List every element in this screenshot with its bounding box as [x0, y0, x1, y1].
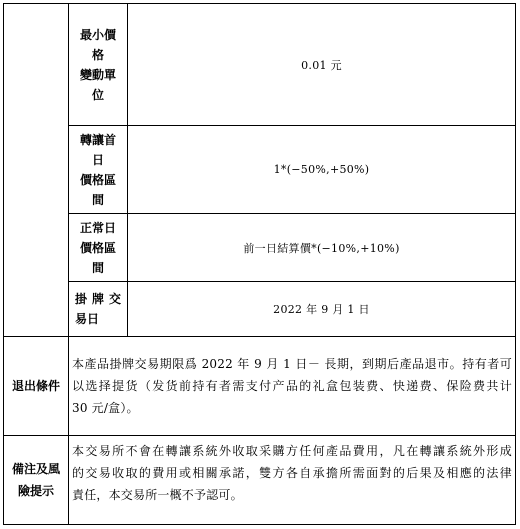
label-line: 價格區 — [79, 240, 116, 255]
label-line: 日 — [91, 152, 104, 167]
risk-warning-text — [69, 436, 515, 524]
label-line: 間 — [91, 192, 104, 207]
normal-day-range-value: 前一日結算價*(−10%,+10%) — [243, 241, 400, 255]
label-line: 價格區 — [79, 172, 116, 187]
min-tick-value: 0.01 元 — [301, 58, 342, 72]
risk-warning-label — [4, 436, 68, 524]
label-line: 備注及風 — [11, 462, 60, 476]
label-line: 格 — [91, 47, 104, 62]
text-line: 以选择提货（发货前持有者需支付产品的礼盒包装费、快递费、保险费共计 — [72, 379, 512, 393]
first-day-range-label — [69, 126, 127, 213]
text-line: 本產品掛牌交易期限爲 2022 年 9 月 1 日－ 長期，到期后產品退市。持有者可 — [72, 357, 512, 371]
label-line: 變動單 — [79, 67, 116, 82]
product-info-table — [3, 3, 516, 525]
label-line: 最小價 — [79, 27, 116, 42]
listing-date-label — [69, 282, 127, 336]
listing-date-value: 2022 年 9 月 1 日 — [273, 303, 370, 316]
exit-conditions-text — [69, 337, 515, 435]
min-tick-label — [69, 4, 127, 125]
label-line: 位 — [91, 87, 104, 102]
exit-conditions-label: 退出條件 — [11, 379, 60, 393]
text-line: 30 元/盒）。 — [72, 401, 139, 415]
label-line: 正常日 — [79, 220, 116, 235]
first-day-range-value: 1*(−50%,+50%) — [273, 163, 370, 176]
label-line: 間 — [91, 260, 104, 275]
text-line: 的交易收取的費用或相關承諾，雙方各自承擔所需面對的后果及相應的法律 — [72, 466, 512, 480]
label-line: 掛牌交 — [75, 292, 121, 306]
label-line: 險提示 — [17, 484, 54, 498]
label-line: 轉讓首 — [79, 132, 116, 147]
normal-day-range-label — [69, 214, 127, 281]
table-border-right — [515, 3, 516, 525]
text-line: 本交易所不會在轉讓系統外收取采購方任何產品費用，凡在轉讓系統外形成 — [72, 444, 512, 458]
text-line: 責任，本交易所一概不予認可。 — [72, 488, 243, 502]
table-border-bottom — [3, 524, 516, 525]
label-line: 易日 — [75, 312, 100, 326]
